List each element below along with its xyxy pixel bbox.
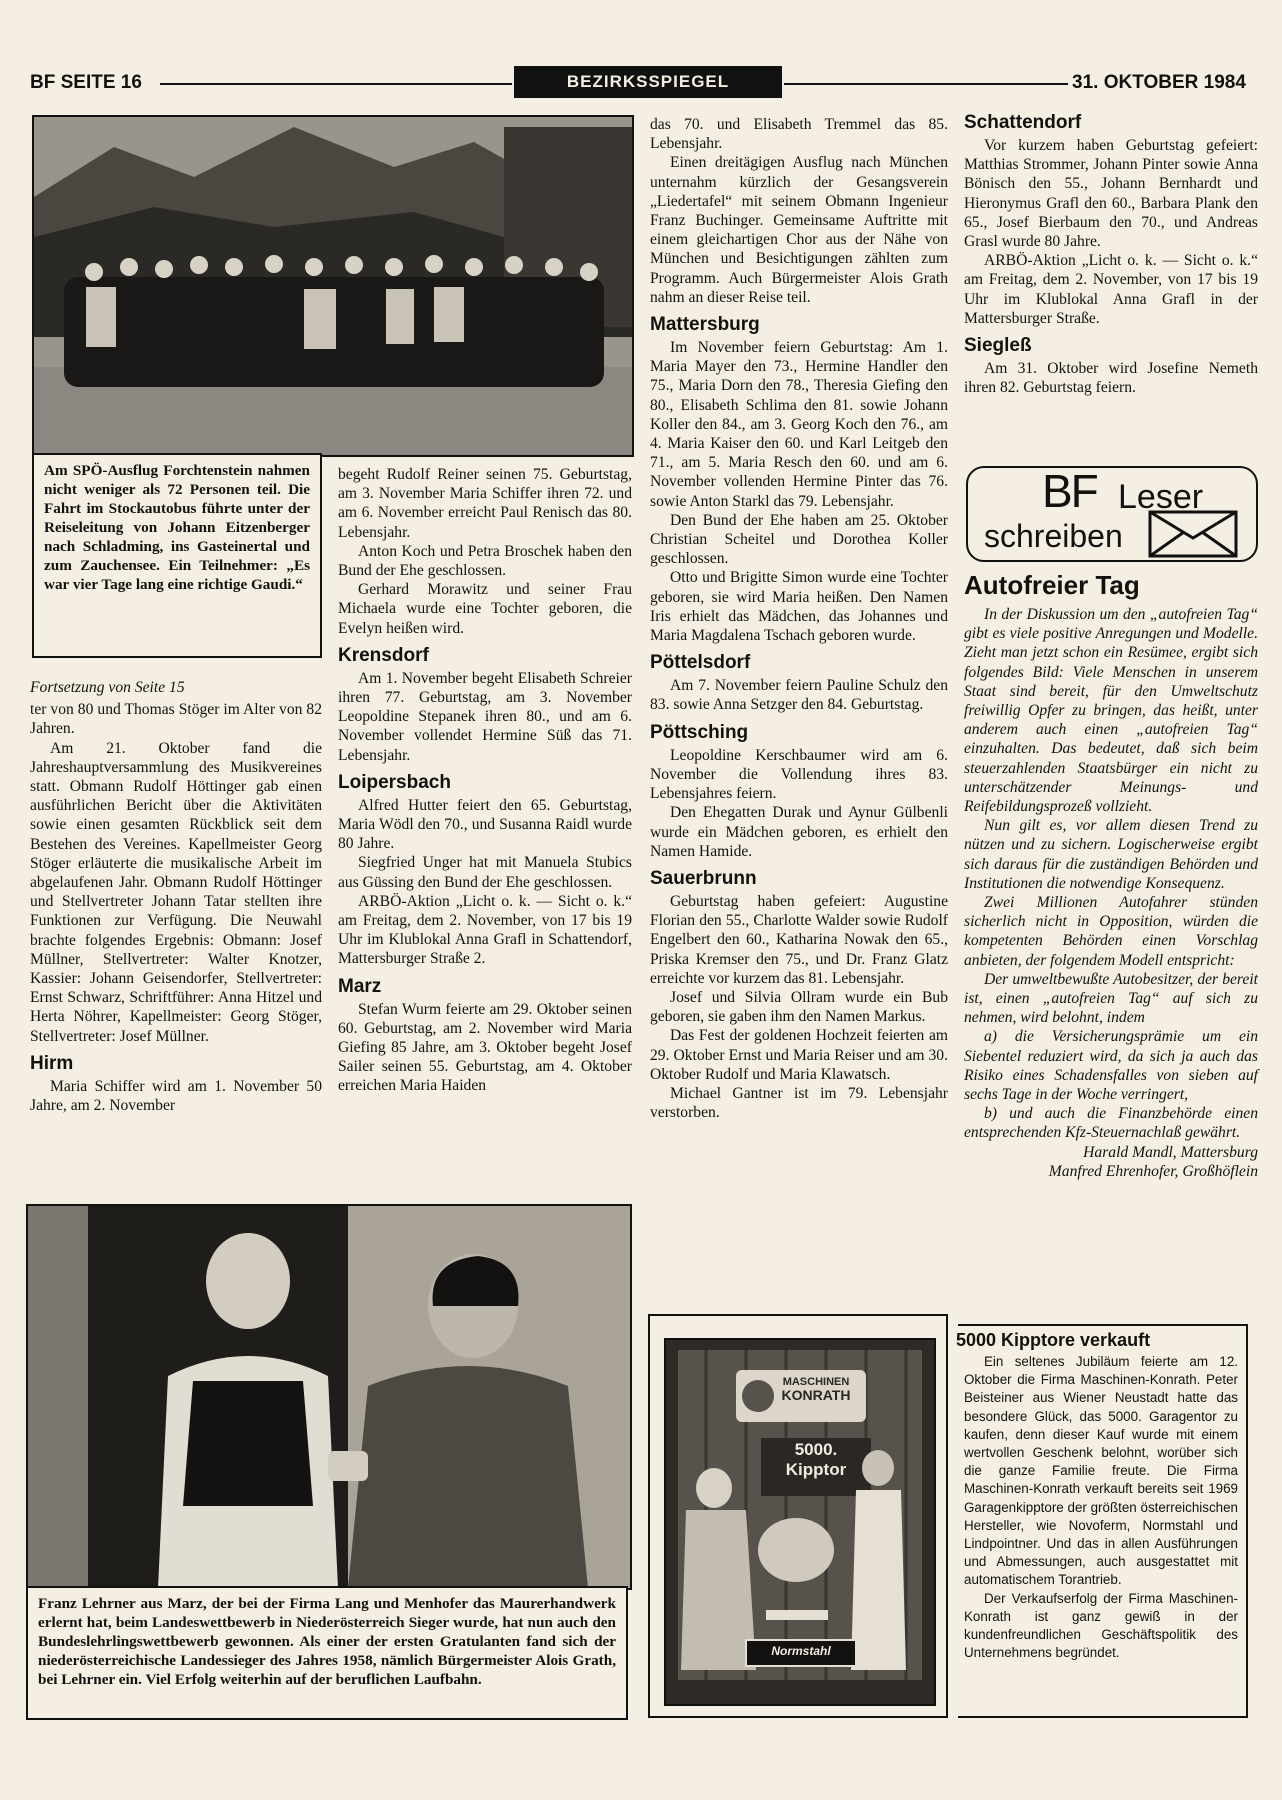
kipptor-sign-line: KONRATH — [781, 1387, 851, 1403]
col2-paragraph: Siegfried Unger hat mit Manuela Stubics aus Güssing den Bund der Ehe geschlossen. — [338, 854, 632, 891]
col3-paragraph: Das Fest der goldenen Hochzeit feierten am 29. Oktober Ernst und Maria Reiser und am 30. Oktober Rudolf und Maria Klawatsch. — [650, 1027, 948, 1083]
col4-paragraph: Am 31. Oktober wird Josefine Nemeth ihren 82. Geburtstag feiern. — [964, 360, 1258, 397]
letter-signature: Manfred Ehrenhofer, Großhöflein — [1048, 1162, 1258, 1180]
col3-paragraph: Einen dreitägigen Ausflug nach München unternahm kürzlich der Gesangsverein „Liedertafel“ mit seinem Obmann Ingenieur Franz Buchinger. Gemeinsame Auftritte mit einem gleichartigen Chor aus der Nähe von München und Besichtigungen zählten zum Programm. Auch Bürgermeister Alois Grath nahm an dieser Reise teil. — [650, 154, 948, 306]
heading-siegless: Sieglеß — [964, 335, 1032, 357]
logo-schreiben: schreiben — [984, 518, 1123, 554]
column-3 — [650, 115, 948, 1122]
letter-paragraph: Zwei Millionen Autofahrer stünden sicherlich nicht in Opposition, würden die kompetenten Behörden einen Vorschlag anbieten, der folgendem Modell entspricht: — [964, 894, 1258, 969]
kipptor-banner-text — [761, 1440, 871, 1480]
kipptore-article — [958, 1324, 1248, 1718]
kipptore-title: 5000 Kipptore verkauft — [956, 1330, 1151, 1350]
column-1 — [30, 678, 322, 1115]
letter-paragraph: a) die Versicherungsprämie um ein Siebentel reduziert wird, da sich ja auch das Risiko eines Schadensfalles von sieben auf sechs Tage in der Woche verringert, — [964, 1028, 1258, 1104]
col1-paragraph: Am 21. Oktober fand die Jahreshauptversammlung des Musikvereines statt. Obmann Rudolf Höttinger gab einen ausführlichen Bericht über die Aktivitäten sowie einen gesamten Rückblick seit dem Bestehen des Vereines. Kapellmeister Georg Stöger erläuterte die musikalische Arbeit im abgelaufenen Jahr. Obmann Rudolf Höttinger und Stellvertreter Johann Tatar stellten ihre Funktionen zur Verfügung. Die Neuwahl brachte folgendes Ergebnis: Obmann: Josef Müllner, Stellvertreter: Walter Knotzer, Kassier: Johann Geisendorfer, Stellvertreter: Ernst Schwarz, Schriftführer: Anna Hitzel und Herta Nöhrer, Kapellmeister: Georg Stöger, Stellvertreter: Josef Müllner. — [30, 739, 322, 1045]
page-number: BF SEITE 16 — [30, 72, 142, 93]
col2-paragraph: Stefan Wurm feierte am 29. Oktober seinen 60. Geburtstag, am 2. November wird Maria Giefing 85 Jahre, am 3. Oktober begeht Josef Sailer seinen 55. Geburtstag, am 4. Oktober erreichen Maria Haiden — [338, 1000, 632, 1095]
envelope-icon — [1148, 510, 1238, 558]
col2-paragraph: Gerhard Morawitz und seiner Frau Michaela wurde eine Tochter geboren, die Evelyn heißen wird. — [338, 581, 632, 637]
heading-poettsching: Pöttsching — [650, 721, 749, 743]
kipptore-paragraph: Ein seltenes Jubiläum feierte am 12. Oktober die Firma Maschinen-Konrath. Peter Beisteiner aus Wiener Neustadt hatte das besondere Glück, das 5000. Garagentor zu kaufen, denn dieser Kauf wurde mit einem wertvollen Geschenk belohnt, worüber sich die ganze Familie freute. Die Firma Maschinen-Konrath verkauft bereits seit 1969 Garagenkipptore der größten österreichischen Hersteller, wie Novoferm, Normstahl und Lindpointner. Und das in allen Ausführungen und Abmessungen, auch ausgestattet mit automatischem Torantrieb. — [964, 1354, 1238, 1588]
col2-paragraph: Anton Koch und Petra Broschek haben den Bund der Ehe geschlossen. — [338, 542, 632, 580]
col1-paragraph: ter von 80 und Thomas Stöger im Alter von 82 Jahren. — [30, 701, 322, 738]
page-date: 31. OKTOBER 1984 — [1072, 72, 1246, 93]
col1-paragraph: Maria Schiffer wird am 1. November 50 Jahre, am 2. November — [30, 1077, 322, 1115]
kipptor-sign-text — [761, 1376, 871, 1402]
kipptore-paragraph: Der Verkaufserfolg der Firma Maschinen-Konrath ist ganz gewiß in der kundenfreundlichen Geschäftspolitik des Unternehmens begründet. — [964, 1590, 1238, 1661]
header-rule-left — [160, 83, 512, 85]
letter-paragraph: In der Diskussion um den „autofreien Tag“ gibt es viele positive Anregungen und Modelle. Zieht man jetzt schon ein Resümee, ergibt sich folgendes Bild: Viele Menschen in unserem Staat sind bereit, für den Umweltschutz freiwillig Opfer zu bringen, das heißt, unter anderem auch einen „autofreien Tag“ einzuhalten. Das bedeutet, daß sich beim steuerzahlenden Staatsbürger ein nicht zu unterschätzender Meinungs- und Reifebildungsprozeß vollzieht. — [964, 606, 1258, 816]
col4-paragraph: ARBÖ-Aktion „Licht o. k. — Sicht o. k.“ am Freitag, dem 2. November, von 17 bis 19 Uhr im Klublokal Anna Grafl in der Mattersburger Straße. — [964, 252, 1258, 327]
autofreier-tag-letter — [964, 570, 1258, 1181]
letter-paragraph: Nun gilt es, vor allem diesen Trend zu nützen und zu sichern. Logischerweise ergibt sich daraus für die zuständigen Behörden und Institutionen die notwendige Konsequenz. — [964, 817, 1258, 892]
heading-hirm: Hirm — [30, 1052, 74, 1074]
photo-excursion-caption: Am SPÖ-Ausflug Forchtenstein nahmen nicht weniger als 72 Personen teil. Die Fahrt im Stockautobus führte unter der Reiseleitung von Johann Eitzenberger nach Schladming, ins Gasteinertal und zum Zauchensee. Ein Teilnehmer: „Es war vier Tage lang eine richtige Gaudi.“ — [32, 453, 322, 658]
heading-mattersburg: Mattersburg — [650, 314, 760, 336]
photo-award-caption: Franz Lehrner aus Marz, der bei der Firma Lang und Menhofer das Maurerhandwerk erlernt hat, beim Landeswettbewerb in Niederösterreich Sieger wurde, hat nun auch den Bundeslehrlingswettbewerb gewonnen. Als einer der ersten Gratulanten fand sich der niederösterreichische Landessieger des Jahres 1958, nämlich Bürgermeister Alois Grath, bei Lehrner ein. Viel Erfolg weiterhin auf der beruflichen Laufbahn. — [26, 1586, 628, 1720]
letter-paragraph: b) und auch die Finanzbehörde einen entsprechenden Kfz-Steuernachlaß gewährt. — [964, 1105, 1258, 1142]
kipptor-banner-line: Kipptor — [785, 1460, 847, 1479]
col2-paragraph: ARBÖ-Aktion „Licht o. k. — Sicht o. k.“ am Freitag, dem 2. November, von 17 bis 19 Uhr im Klublokal Anna Grafl in Schattendorf, Mattersburger Straße 2. — [338, 892, 632, 968]
kipptor-sign-line: MASCHINEN — [782, 1376, 850, 1388]
heading-poettelsdorf: Pöttelsdorf — [650, 652, 751, 674]
col3-paragraph: Geburtstag haben gefeiert: Augustine Florian den 55., Charlotte Walder sowie Rudolf Engelbert den 60., Katharina Nowak den 65., Priska Kremser den 75., und Dr. Franz Glatz erreichte vor kurzem das 81. Lebensjahr. — [650, 892, 948, 987]
section-title — [514, 66, 782, 98]
photo-kipptor — [664, 1338, 936, 1706]
photo-award-image — [28, 1206, 630, 1588]
col3-paragraph: Leopoldine Kerschbaumer wird am 6. November die Vollendung ihres 83. Lebensjahres feiern. — [650, 746, 948, 803]
photo-kipptor-frame — [648, 1314, 948, 1718]
kipptor-banner-line: 5000. — [794, 1440, 838, 1459]
heading-marz: Marz — [338, 975, 382, 997]
col3-paragraph: das 70. und Elisabeth Tremmel das 85. Lebensjahr. — [650, 116, 948, 153]
col2-paragraph: begeht Rudolf Reiner seinen 75. Geburtstag, am 3. November Maria Schiffer ihren 72. und am 6. November erreicht Paul Renisch das 80. Lebensjahr. — [338, 466, 632, 541]
col2-paragraph: Alfred Hutter feiert den 65. Geburtstag, Maria Wödl den 70., und Susanna Raidl wurde 80 Jahre. — [338, 796, 632, 853]
heading-sauerbrunn: Sauerbrunn — [650, 867, 757, 889]
photo-excursion-group — [32, 115, 634, 457]
photo-award — [26, 1204, 632, 1590]
column-2 — [338, 465, 632, 1096]
leser-schreiben-logo — [966, 466, 1258, 562]
header-rule-right — [784, 83, 1068, 85]
heading-loipersbach: Loipersbach — [338, 771, 451, 793]
col3-paragraph: Josef und Silvia Ollram wurde ein Bub geboren, sie gaben ihm den Namen Markus. — [650, 988, 948, 1026]
letter-paragraph: Der umweltbewußte Autobesitzer, der bereit ist, einen „autofreien Tag“ auf sich zu nehmen, wird belohnt, indem — [964, 970, 1258, 1027]
photo-excursion-image — [34, 117, 632, 455]
logo-bf: BF — [1042, 465, 1097, 517]
section-title-text: BEZIRKSSPIEGEL — [566, 72, 730, 91]
col3-paragraph: Michael Gantner ist im 79. Lebensjahr verstorben. — [650, 1084, 948, 1122]
continuation-note: Fortsetzung von Seite 15 — [30, 679, 185, 696]
col2-paragraph: Am 1. November begeht Elisabeth Schreier ihren 77. Geburtstag, am 3. November Leopoldine Stepanek ihren 80., und am 6. November vollendet Hermine Süß das 71. Lebensjahr. — [338, 669, 632, 764]
letter-signature: Harald Mandl, Mattersburg — [1083, 1143, 1258, 1161]
column-4 — [964, 112, 1258, 397]
heading-krensdorf: Krensdorf — [338, 644, 429, 666]
col3-paragraph: Den Bund der Ehe haben am 25. Oktober Christian Scheitel und Dorothea Koller geschlossen. — [650, 511, 948, 568]
col3-paragraph: Den Ehegatten Durak und Aynur Gülbenli wurde ein Mädchen geboren, es erhielt den Namen Hamide. — [650, 804, 948, 860]
col3-paragraph: Otto und Brigitte Simon wurde eine Tochter geboren, sie wird Maria heißen. Den Namen Iris erhielt das Mädchen, das Johannes und Maria Magdalena Tschach geboren wurde. — [650, 569, 948, 645]
col3-paragraph: Am 7. November feiern Pauline Schulz den 83. sowie Anna Setzger den 84. Geburtstag. — [650, 677, 948, 714]
logo-leser: Leser — [1118, 478, 1204, 516]
col3-paragraph: Im November feiern Geburtstag: Am 1. Maria Mayer den 73., Hermine Handler den 75., Maria Dorn den 78., Theresia Giefing den 80., Elisabeth Schlima den 81. sowie Johann Koller den 84., am 3. Georg Koch den 76., am 4. Maria Kaiser den 60. und Karl Leitgeb den 71., am 5. Maria Resch den 60. und am 6. November vollenden Hermine Pinter das 76. sowie Anton Starkl das 79. Lebensjahr. — [650, 339, 948, 510]
heading-schattendorf: Schattendorf — [964, 112, 1082, 133]
kipptor-plate-text: Normstahl — [771, 1644, 831, 1658]
autofreier-tag-title: Autofreier Tag — [964, 570, 1140, 600]
col4-paragraph: Vor kurzem haben Geburtstag gefeiert: Matthias Strommer, Johann Pinter sowie Anna Bönisch den 55., Johann Bernhardt und Hieronymus Grafl den 60., Barbara Plank den 65., Josef Bierbaum den 70., und Andreas Grasl wurde 80 Jahre. — [964, 137, 1258, 251]
